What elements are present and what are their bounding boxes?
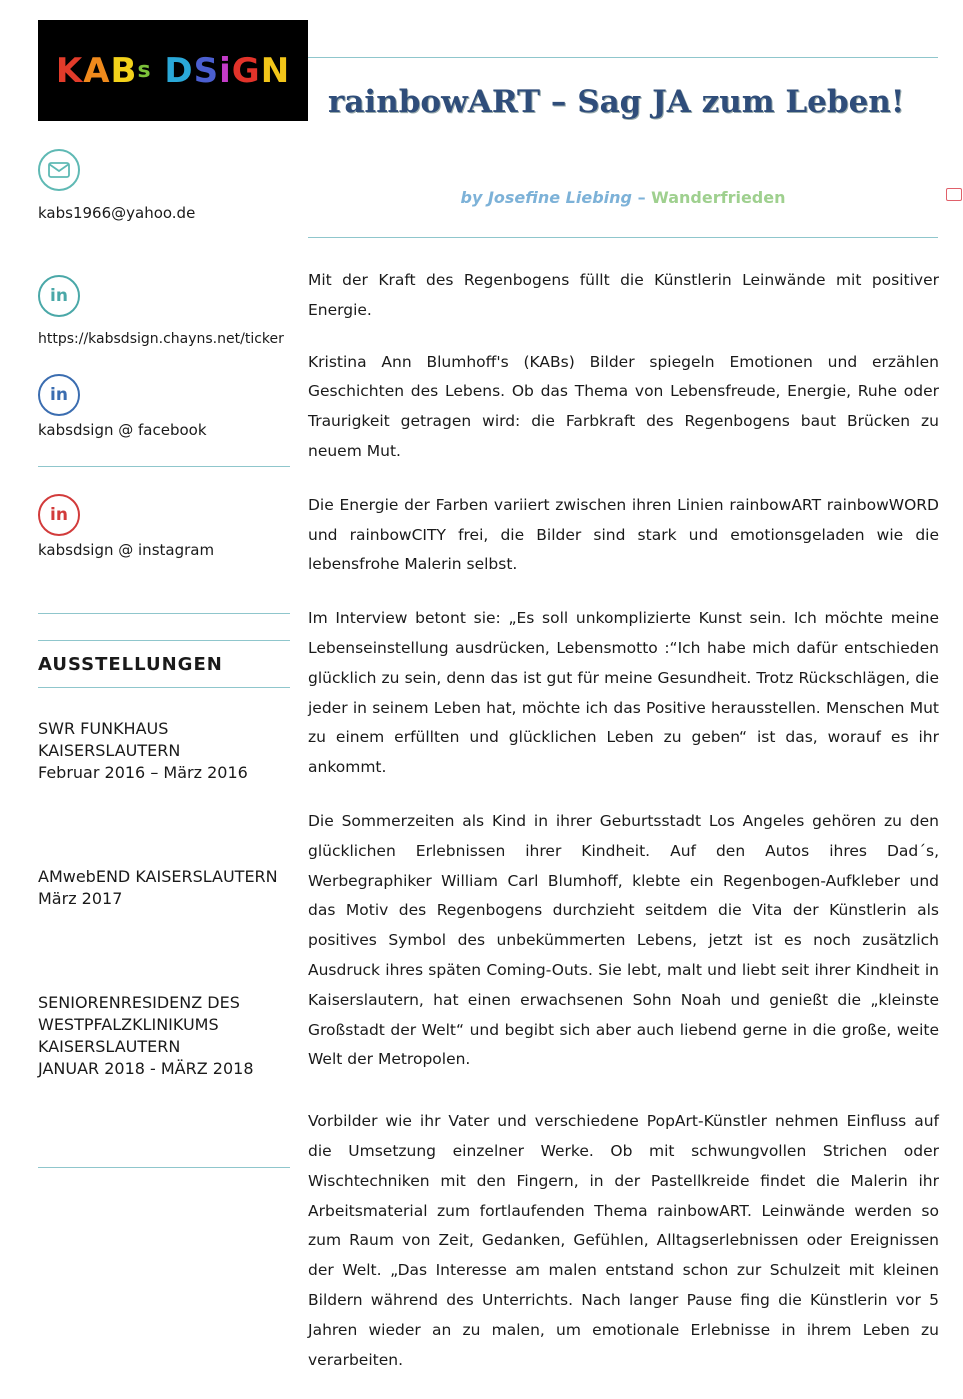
linkedin-icon[interactable]: in: [38, 494, 80, 536]
sidebar-divider: [38, 1167, 290, 1168]
byline-author: by Josefine Liebing: [460, 188, 632, 207]
exhibition-item: SWR FUNKHAUS KAISERSLAUTERN Februar 2016 – März 2016: [38, 719, 248, 782]
logo-letter: D: [164, 50, 194, 91]
article-body: [308, 266, 939, 1399]
byline-separator: –: [632, 188, 652, 207]
article-paragraph: Vorbilder wie ihr Vater und verschiedene PopArt-Künstler nehmen Einfluss auf die Umsetzung einzelner Werke. Ob mit schwungvollen Strichen oder Wischtechniken mit den Fingern, in der Pastellkreide findet die Malerin ihr Arbeitsmaterial zum fortlaufenden Thema rainbowART. Leinwände werden so zum Raum von Zeit, Gedanken, Gefühlen, Alltagserlebnissen oder Ereignissen der Welt. „Das Interesse am malen entstand schon zur Schulzeit mit kleinen Bildern während des Unterrichts. Nach langer Pause fing die Künstlerin vor 5 Jahren wieder an zu malen, um emotionale Erlebnisse in ihrem Leben zu verarbeiten.: [308, 1112, 939, 1369]
byline-source: Wanderfrieden: [651, 188, 786, 207]
logo-letter: N: [260, 50, 291, 91]
logo-letter: S: [193, 50, 220, 91]
envelope-glyph: [48, 162, 70, 178]
brand-logo: [38, 20, 308, 121]
logo-letter: K: [55, 50, 84, 91]
page-title: rainbowART – Sag JA zum Leben!: [328, 84, 905, 120]
exhibitions-heading: AUSSTELLUNGEN: [38, 654, 223, 675]
header-rule-bottom: [308, 237, 938, 238]
byline: [308, 188, 938, 207]
logo-letter: s: [137, 58, 152, 83]
facebook-link[interactable]: kabsdsign @ facebook: [38, 421, 207, 439]
logo-letter: B: [110, 50, 138, 91]
logo-letter: A: [83, 50, 111, 91]
linkedin-icon[interactable]: in: [38, 275, 80, 317]
article-paragraph: Die Sommerzeiten als Kind in ihrer Geburtsstadt Los Angeles gehören zu den glücklichen Erlebnissen ihrer Kindheit. Auf den Autos ihres Dad´s, Werbegraphiker William Carl Blumhoff, klebte ein Regenbogen-Aufkleber und das Motiv des Regenbogens durchzieht seitdem die Vita der Künstlerin als positives Symbol des unbekümmerten Lebens, jetzt ist es noch zusätzlich Ausdruck ihres späten Coming-Outs. Sie lebt, malt und liebt seit ihrer Kindheit in Kaiserslautern, hat einen erwachsenen Sohn Noah und genießt die „kleinste Großstadt der Welt“ und begibt sich aber auch liebend gerne in die große, weite Welt der Metropolen.: [308, 811, 939, 1069]
article-paragraph: Im Interview betont sie: „Es soll unkomplizierte Kunst sein. Ich möchte meine Lebenseinstellung ausdrücken, Lebensmotto :“Ich habe mich dafür entschieden glücklich zu sein, denn das ist gut für meine Gesundheit. Trotz Rückschlägen, die jeder in seinem Leben hat, möchte ich das Positive herausstellen. Menschen Mut zu einem erfüllten und glücklichen Leben zu geben“ ist das, worauf es ihr ankommt.: [308, 609, 939, 777]
logo-letter: i: [219, 50, 232, 91]
article-paragraph: Die Energie der Farben variiert zwischen ihren Linien rainbowART rainbowWORD und rainbowCITY frei, die Bilder sind stark und emotionsgeladen wie die lebensfrohe Malerin selbst.: [308, 495, 939, 574]
article-paragraph: Kristina Ann Blumhoff's (KABs) Bilder spiegeln Emotionen und erzählen Geschichten des Lebens. Ob das Thema von Lebensfreude, Energie, Ruhe oder Traurigkeit getragen wird: die Farbkraft des Regenbogens baut Brücken zu neuem Mut.: [308, 352, 939, 460]
linkedin-icon[interactable]: in: [38, 374, 80, 416]
header-rule-top: [308, 57, 938, 58]
logo-letter: [152, 51, 165, 91]
exhibition-item: AMwebEND KAISERSLAUTERN März 2017: [38, 867, 278, 908]
sidebar-divider: [38, 640, 290, 641]
sidebar-divider: [38, 613, 290, 614]
email-link[interactable]: kabs1966@yahoo.de: [38, 204, 196, 222]
instagram-link[interactable]: kabsdsign @ instagram: [38, 541, 215, 559]
exhibition-item: SENIORENRESIDENZ DES WESTPFALZKLINIKUMS KAISERSLAUTERN JANUAR 2018 - MÄRZ 2018: [38, 993, 254, 1078]
comment-icon[interactable]: [946, 188, 962, 201]
mail-icon[interactable]: [38, 149, 80, 191]
logo-letter: G: [231, 50, 261, 91]
sidebar-divider: [38, 687, 290, 688]
ticker-link[interactable]: https://kabsdsign.chayns.net/ticker: [38, 331, 284, 347]
article-paragraph: Mit der Kraft des Regenbogens füllt die Künstlerin Leinwände mit positiver Energie.: [308, 271, 939, 319]
sidebar-divider: [38, 466, 290, 467]
